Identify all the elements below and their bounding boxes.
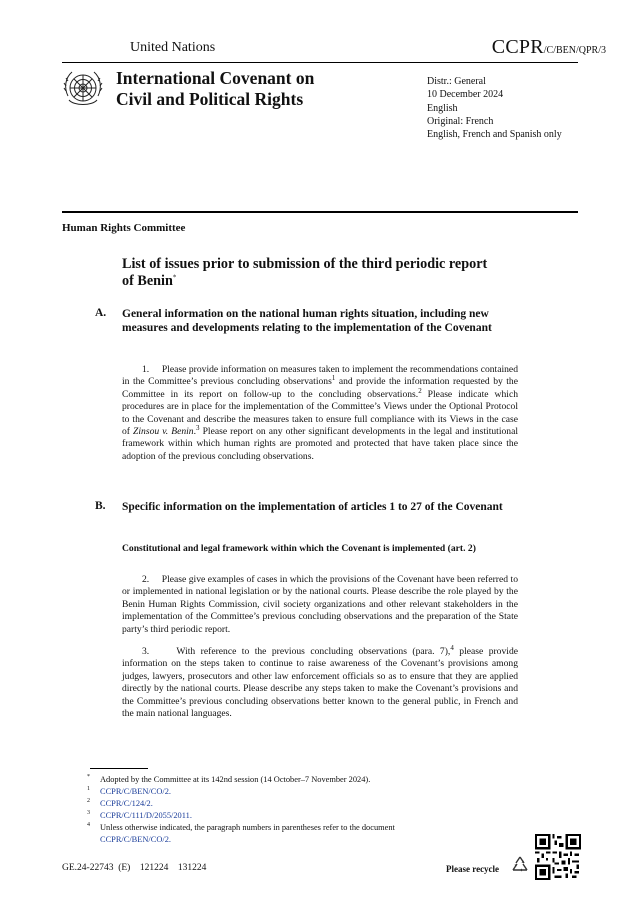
distribution-block bbox=[427, 75, 562, 141]
distr-original: Original: French bbox=[427, 115, 494, 127]
section-a-heading: General information on the national human rights situation, including new measures and developments relating to the implementation of the Covenant bbox=[122, 308, 492, 334]
para3-text-2: please provide information on the steps taken to continue to raise awareness of the Covenant’s provisions among judges, lawyers, prosecutors and other law enforcement officials so as to ensure that they are applied directly by the national courts. Please describe any steps taken to make the Covenant’s provisions and the Committee’s previous concluding observations better known to the general public, in French and the main national languages. bbox=[122, 646, 518, 720]
distr-date: 10 December 2024 bbox=[427, 89, 504, 101]
section-a-letter: A. bbox=[95, 307, 107, 319]
org-name: United Nations bbox=[130, 40, 216, 55]
footnote-mark: * bbox=[87, 774, 90, 780]
title-line2: of Benin bbox=[122, 273, 173, 289]
footnote-4 bbox=[87, 822, 520, 845]
section-b-letter: B. bbox=[95, 500, 106, 512]
distr-line: Distr.: General bbox=[427, 76, 486, 87]
footnote-ref-2[interactable]: 2 bbox=[418, 386, 422, 395]
footnote-text: Adopted by the Committee at its 142nd session (14 October–7 November 2024). bbox=[100, 775, 371, 784]
footnote-1 bbox=[87, 786, 520, 798]
case-name: Zinsou v. Benin bbox=[133, 426, 194, 438]
document-symbol bbox=[492, 36, 606, 59]
covenant-title bbox=[116, 68, 386, 110]
footnote-star bbox=[87, 774, 520, 786]
covenant-title-line2: Civil and Political Rights bbox=[116, 89, 304, 109]
footnote-2 bbox=[87, 798, 520, 810]
footnote-mark: 1 bbox=[87, 786, 90, 792]
footnote-link[interactable]: CCPR/C/111/D/2055/2011. bbox=[100, 811, 192, 820]
distr-language: English bbox=[427, 102, 458, 114]
symbol-main: CCPR bbox=[491, 36, 544, 58]
para1-text-2: and provide the information requested by the Committee in its report on follow-up to the concluding observations. bbox=[122, 376, 518, 400]
recycle-icon bbox=[510, 855, 530, 875]
footnote-separator bbox=[90, 768, 148, 769]
recycle-label: Please recycle bbox=[446, 864, 500, 874]
section-b-heading: Specific information on the implementation of articles 1 to 27 of the Covenant bbox=[122, 501, 503, 513]
title-line1: List of issues prior to submission of the third periodic report bbox=[122, 256, 488, 272]
distr-languages-only: English, French and Spanish only bbox=[427, 129, 562, 141]
job-number: GE.24-22743 (E) 121224 131224 bbox=[62, 863, 207, 873]
symbol-suffix: /C/BEN/QPR/3 bbox=[543, 45, 606, 56]
document-title bbox=[122, 256, 522, 290]
para1-text-3: Please indicate which procedures are in place for the implementation of the Committee’s Views under the Optional Protocol to the Covenant and describe the measures taken to ensure full compliance with its Views in the case of bbox=[122, 388, 518, 438]
footnote-text: Unless otherwise indicated, the paragraph numbers in parentheses refer to the document bbox=[100, 823, 395, 832]
footnote-ref-4[interactable]: 4 bbox=[450, 643, 454, 652]
para1-text-5: Please report on any other significant developments in the legal and institutional framework within which human rights are promoted and protected that have taken place since the adoption of the previous concluding observations. bbox=[122, 426, 519, 462]
paragraph-3 bbox=[122, 643, 518, 720]
footnote-mark: 2 bbox=[87, 798, 90, 804]
footnote-mark: 4 bbox=[87, 822, 90, 828]
para1-text-1: 1. Please provide information on measures taken to implement the recommendations contained in the Committee’s previous concluding observations bbox=[122, 364, 518, 388]
paragraph-1 bbox=[122, 364, 518, 463]
footnote-link[interactable]: CCPR/C/BEN/CO/2. bbox=[100, 787, 171, 796]
para3-text-1: 3. With reference to the previous concluding observations (para. 7), bbox=[142, 646, 451, 657]
footnote-ref-1[interactable]: 1 bbox=[331, 374, 336, 383]
title-rule bbox=[62, 211, 578, 213]
para1-text-4: . bbox=[193, 426, 197, 438]
footnote-ref-3[interactable]: 3 bbox=[196, 423, 200, 432]
committee-name: Human Rights Committee bbox=[62, 222, 186, 234]
paragraph-2: 2. Please give examples of cases in which the provisions of the Covenant have been referred to or implemented in national legislation or by the national courts. Please describe the role played by the Benin Human Rights Commission, civil society organizations and other relevant stakeholders in the implementation of the Committee’s previous concluding observations and the preparation of the State party’s third periodic report. bbox=[122, 574, 518, 635]
footnote-mark: 3 bbox=[87, 810, 90, 816]
subheading-constitutional-framework: Constitutional and legal framework within which the Covenant is implemented (art. 2) bbox=[122, 543, 476, 554]
footnote-link[interactable]: CCPR/C/BEN/CO/2. bbox=[100, 834, 171, 844]
un-emblem-icon bbox=[60, 66, 106, 112]
footnote-link[interactable]: CCPR/C/124/2. bbox=[100, 799, 153, 808]
header-rule bbox=[62, 62, 578, 63]
footnote-3 bbox=[87, 810, 520, 822]
covenant-title-line1: International Covenant on bbox=[116, 68, 315, 88]
qr-code bbox=[535, 834, 581, 880]
title-footnote-marker: * bbox=[172, 273, 177, 282]
